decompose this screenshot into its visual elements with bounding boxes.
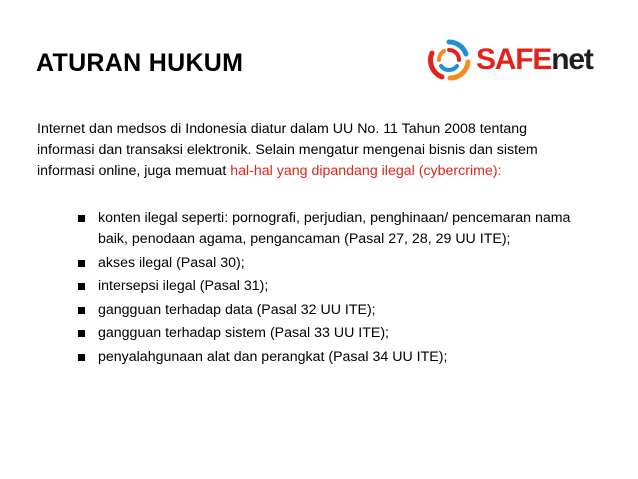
list-item: [78, 276, 578, 297]
list-item-text: intersepsi ilegal (Pasal 31);: [98, 278, 269, 294]
list-item: [78, 300, 578, 321]
list-item-text: akses ilegal (Pasal 30);: [98, 254, 245, 271]
logo-text-net: net: [551, 43, 593, 76]
list-item: [78, 347, 578, 368]
list-item: [78, 208, 578, 250]
logo-text-safe: SAFE: [476, 43, 552, 76]
list-item: [78, 323, 578, 344]
square-bullet-icon: [78, 215, 85, 222]
square-bullet-icon: [78, 354, 85, 361]
slide-title: ATURAN HUKUM: [36, 49, 244, 77]
square-bullet-icon: [78, 330, 85, 337]
logo-wordmark: [476, 36, 593, 84]
square-bullet-icon: [78, 260, 85, 267]
bullet-list: [78, 208, 578, 370]
intro-paragraph: [37, 119, 577, 182]
list-item-text: gangguan terhadap data (Pasal 32 UU ITE);: [98, 301, 376, 318]
safenet-circle-logo-icon: [424, 36, 474, 84]
safenet-logo: [424, 36, 600, 84]
list-item-text: penyalahgunaan alat dan perangkat (Pasal 34 UU ITE);: [98, 348, 448, 365]
list-item-text: konten ilegal seperti: pornografi, perjudian, penghinaan/ pencemaran nama baik, penodaan agama, pengancaman (Pasal 27, 28, 29 UU ITE);: [98, 210, 571, 247]
intro-highlight: hal-hal yang dipandang ilegal (cybercrime):: [230, 163, 502, 179]
list-item-text: gangguan terhadap sistem (Pasal 33 UU ITE);: [98, 325, 389, 341]
intro-text: Internet dan medsos di Indonesia diatur dalam UU No. 11 Tahun 2008 tentang informasi dan transaksi elektronik. Selain mengatur mengenai bisnis dan sistem informasi online, juga memuat: [37, 121, 538, 179]
list-item: [78, 253, 578, 274]
square-bullet-icon: [78, 307, 85, 314]
square-bullet-icon: [78, 283, 85, 290]
